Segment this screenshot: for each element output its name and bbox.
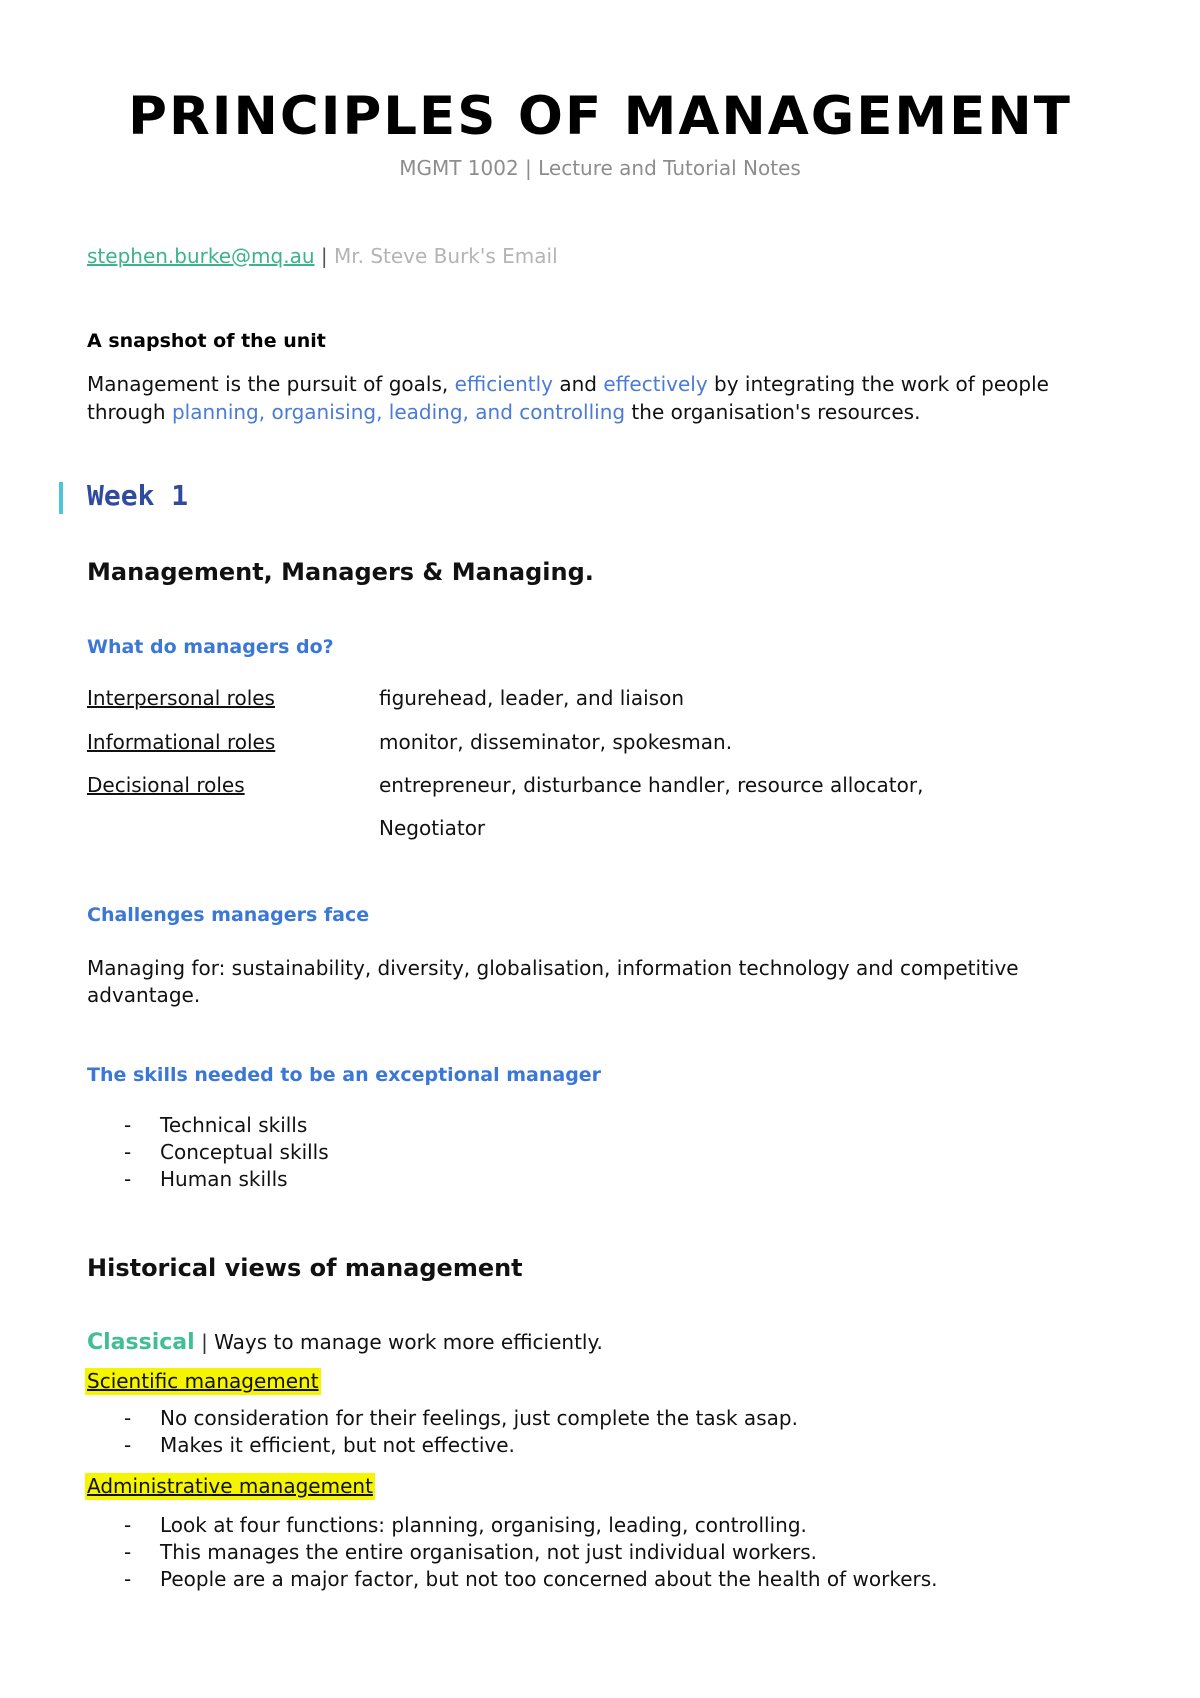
role-desc: figurehead, leader, and liaison — [379, 686, 684, 710]
email-link[interactable]: stephen.burke@mq.au — [87, 244, 315, 268]
bullet-marker: - — [124, 1113, 132, 1137]
document-title: PRINCIPLES OF MANAGEMENT — [128, 86, 1072, 147]
contact-line — [87, 244, 558, 268]
skills-heading: The skills needed to be an exceptional manager — [87, 1064, 602, 1086]
classical-label: Classical — [87, 1330, 195, 1355]
section-title-historical: Historical views of management — [87, 1254, 523, 1282]
skill-item: Technical skills — [160, 1113, 308, 1137]
week-heading-bar — [59, 482, 63, 514]
snapshot-text: through — [87, 400, 172, 424]
role-desc: monitor, disseminator, spokesman. — [379, 730, 733, 754]
skill-item: Human skills — [160, 1167, 288, 1191]
role-name: Decisional roles — [87, 773, 245, 797]
classical-separator: | — [201, 1330, 208, 1354]
scientific-point: Makes it efficient, but not effective. — [160, 1433, 515, 1457]
scientific-point: No consideration for their feelings, just complete the task asap. — [160, 1406, 798, 1430]
challenges-line-1: Managing for: sustainability, diversity, globalisation, information technology and competitive — [87, 956, 1019, 980]
classical-line — [87, 1330, 603, 1355]
snapshot-text: and — [553, 372, 604, 396]
snapshot-heading: A snapshot of the unit — [87, 330, 326, 352]
challenges-heading: Challenges managers face — [87, 904, 370, 926]
classical-desc: Ways to manage work more efficiently. — [214, 1330, 603, 1354]
role-name: Informational roles — [87, 730, 276, 754]
snapshot-line-1 — [87, 370, 1049, 398]
snapshot-text: by integrating the work of people — [707, 372, 1049, 396]
email-label: Mr. Steve Burk's Email — [333, 244, 558, 268]
section-title-management: Management, Managers & Managing. — [87, 558, 594, 586]
skill-item: Conceptual skills — [160, 1140, 329, 1164]
administrative-point: Look at four functions: planning, organising, leading, controlling. — [160, 1513, 807, 1537]
snapshot-text: Management is the pursuit of goals, — [87, 372, 455, 396]
snapshot-line-2 — [87, 398, 920, 426]
contact-separator: | — [320, 244, 328, 268]
highlighted-heading: Scientific management — [87, 1369, 319, 1393]
bullet-marker: - — [124, 1540, 132, 1564]
administrative-management-heading — [85, 1474, 375, 1498]
role-desc-continuation: Negotiator — [379, 816, 486, 840]
role-desc: entrepreneur, disturbance handler, resource allocator, — [379, 773, 924, 797]
bullet-marker: - — [124, 1140, 132, 1164]
highlighted-heading: Administrative management — [87, 1474, 373, 1498]
administrative-point: People are a major factor, but not too concerned about the health of workers. — [160, 1567, 938, 1591]
keyword-effectively: effectively — [603, 372, 708, 396]
administrative-point: This manages the entire organisation, not just individual workers. — [160, 1540, 818, 1564]
bullet-marker: - — [124, 1406, 132, 1430]
managers-heading: What do managers do? — [87, 636, 334, 658]
week-1-heading: Week 1 — [87, 479, 189, 512]
snapshot-text: the organisation's resources. — [625, 400, 921, 424]
document-subtitle: MGMT 1002 | Lecture and Tutorial Notes — [399, 156, 801, 180]
role-name: Interpersonal roles — [87, 686, 275, 710]
keyword-functions: planning, organising, leading, and controlling — [171, 400, 626, 424]
bullet-marker: - — [124, 1167, 132, 1191]
keyword-efficiently: efficiently — [454, 372, 553, 396]
bullet-marker: - — [124, 1433, 132, 1457]
bullet-marker: - — [124, 1567, 132, 1591]
challenges-line-2: advantage. — [87, 983, 201, 1007]
scientific-management-heading — [85, 1369, 321, 1393]
bullet-marker: - — [124, 1513, 132, 1537]
